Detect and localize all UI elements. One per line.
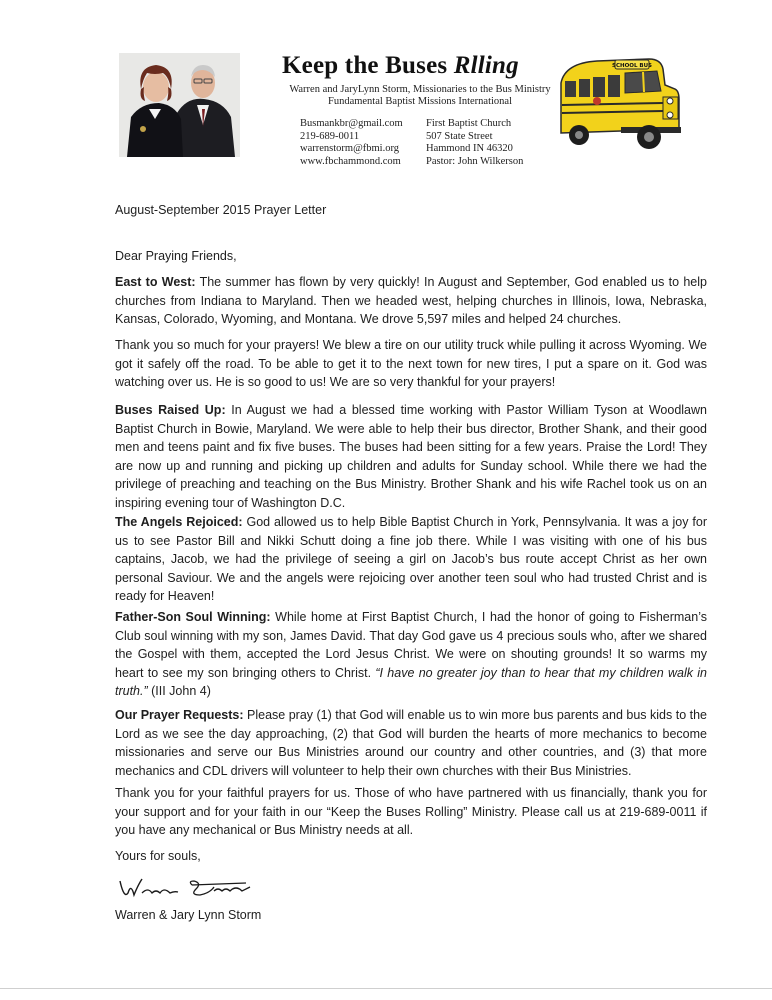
subtitle-line-2: Fundamental Baptist Missions International — [327, 96, 513, 107]
school-bus-icon — [557, 55, 682, 158]
contact-website[interactable]: www.fbchammond.com — [300, 155, 401, 167]
paragraph-heading: East to West: — [115, 275, 196, 289]
paragraph-thank-you-closing — [115, 784, 707, 840]
paragraph-angels-rejoiced — [115, 513, 707, 606]
contact-info — [300, 118, 403, 168]
paragraph-body: Please pray (1) that God will enable us to win more bus parents and bus kids to the Lord as we see the day approaching, (2) that God will burden the hearts of more mechanics to become missionaries and serve our Bus Ministries around our country and other countries, and (3) that more mechanics and CDL drivers will volunteer to help their own churches with their Bus Ministries. — [115, 708, 707, 778]
scripture-quote: “I have no greater joy than to hear that my children walk in truth.” — [115, 665, 707, 699]
contact-phone: 219-689-0011 — [300, 130, 360, 142]
paragraph-east-to-west — [115, 273, 707, 329]
church-address — [426, 118, 523, 168]
paragraph-body: Thank you for your faithful prayers for us. Those of who have partnered with us financially, thank you for your support and for your faith in our “Keep the Buses Rolling” Ministry. Please call us at 219-689-0011 if you have any mechanical or Bus Ministry needs at all. — [115, 786, 707, 838]
paragraph-heading: Buses Raised Up: — [115, 403, 226, 417]
church-street: 507 State Street — [426, 130, 493, 142]
paragraph-heading: Father-Son Soul Winning: — [115, 610, 271, 624]
church-name: First Baptist Church — [426, 118, 512, 129]
letter-closing: Yours for souls, — [115, 849, 201, 863]
paragraph-body: While home at First Baptist Church, I had the honor of going to Fisherman’s Club soul winning with my son, James David. That day God gave us 4 precious souls who, after we shared the Gospel with them, accepted the Lord Jesus Christ. We were on shouting grounds! It so warms my heart to see my son bringing others to Christ. — [115, 610, 707, 680]
ministry-subtitle — [285, 84, 555, 108]
paragraph-body: In August we had a blessed time working with Pastor William Tyson at Woodlawn Baptist Church in Bowie, Maryland. We were able to help their bus director, Brother Shank, and their good men and teens paint and fix five buses. The buses had been sitting for a few years. Praise the Lord! They are now up and running and picking up children and adults for Sunday school. While there we had the privilege of preaching and teaching on the Bus Ministry. Brother Shank and his wife Rachel took us on an inspiring evening tour of Washington D.C. — [115, 403, 707, 510]
paragraph-father-son-soul-winning — [115, 608, 707, 701]
paragraph-buses-raised-up — [115, 401, 707, 513]
paragraph-thank-you-tire — [115, 336, 707, 392]
scripture-reference: (III John 4) — [147, 684, 211, 699]
letter-date-line: August-September 2015 Prayer Letter — [115, 203, 327, 217]
letter-greeting: Dear Praying Friends, — [115, 249, 237, 263]
ministry-title: Keep the Buses Rlling — [282, 52, 519, 79]
paragraph-body: The summer has flown by very quickly! In August and September, God enabled us to help churches from Indiana to Maryland. Then we headed west, helping churches in Illinois, Iowa, Nebraska, Kansas, Colorado, Wyoming, and Montana. We drove 5,597 miles and helped 24 churches. — [115, 275, 707, 327]
signature-name: Warren & Jary Lynn Storm — [115, 908, 262, 922]
paragraph-body: God allowed us to help Bible Baptist Church in York, Pennsylvania. It was a joy for us to see Pastor Bill and Nikki Schutt doing a fine job there. While I was visiting with one of his bus captains, Jacob, we had the privilege of seeing a girl on Jacob’s bus route accept Christ as her own personal Saviour. We and the angels were rejoicing over another teen soul who had trusted Christ and is ready for Heaven! — [115, 515, 707, 604]
contact-email-alt[interactable]: warrenstorm@fbmi.org — [300, 143, 399, 154]
paragraph-body: Thank you so much for your prayers! We blew a tire on our utility truck while pulling it across Wyoming. We got it safely off the road. To be able to get it to the next town for new tires, I put a spare on it. God was watching over us. He is so good to us! We are so very thankful for your prayers! — [115, 338, 707, 390]
church-city: Hammond IN 46320 — [426, 143, 513, 154]
church-pastor: Pastor: John Wilkerson — [426, 155, 524, 167]
bus-sign-text: SCHOOL BUS — [612, 63, 652, 69]
subtitle-line-1: Warren and JaryLynn Storm, Missionaries to the Bus Ministry — [289, 84, 551, 95]
contact-email[interactable]: Busmankbr@gmail.com — [300, 118, 403, 129]
paragraph-prayer-requests — [115, 706, 707, 780]
missionary-couple-photo — [119, 53, 240, 157]
paragraph-heading: The Angels Rejoiced: — [115, 515, 243, 529]
page-edge-line — [0, 988, 772, 989]
paragraph-heading: Our Prayer Requests: — [115, 708, 244, 722]
handwritten-signature — [118, 873, 253, 903]
